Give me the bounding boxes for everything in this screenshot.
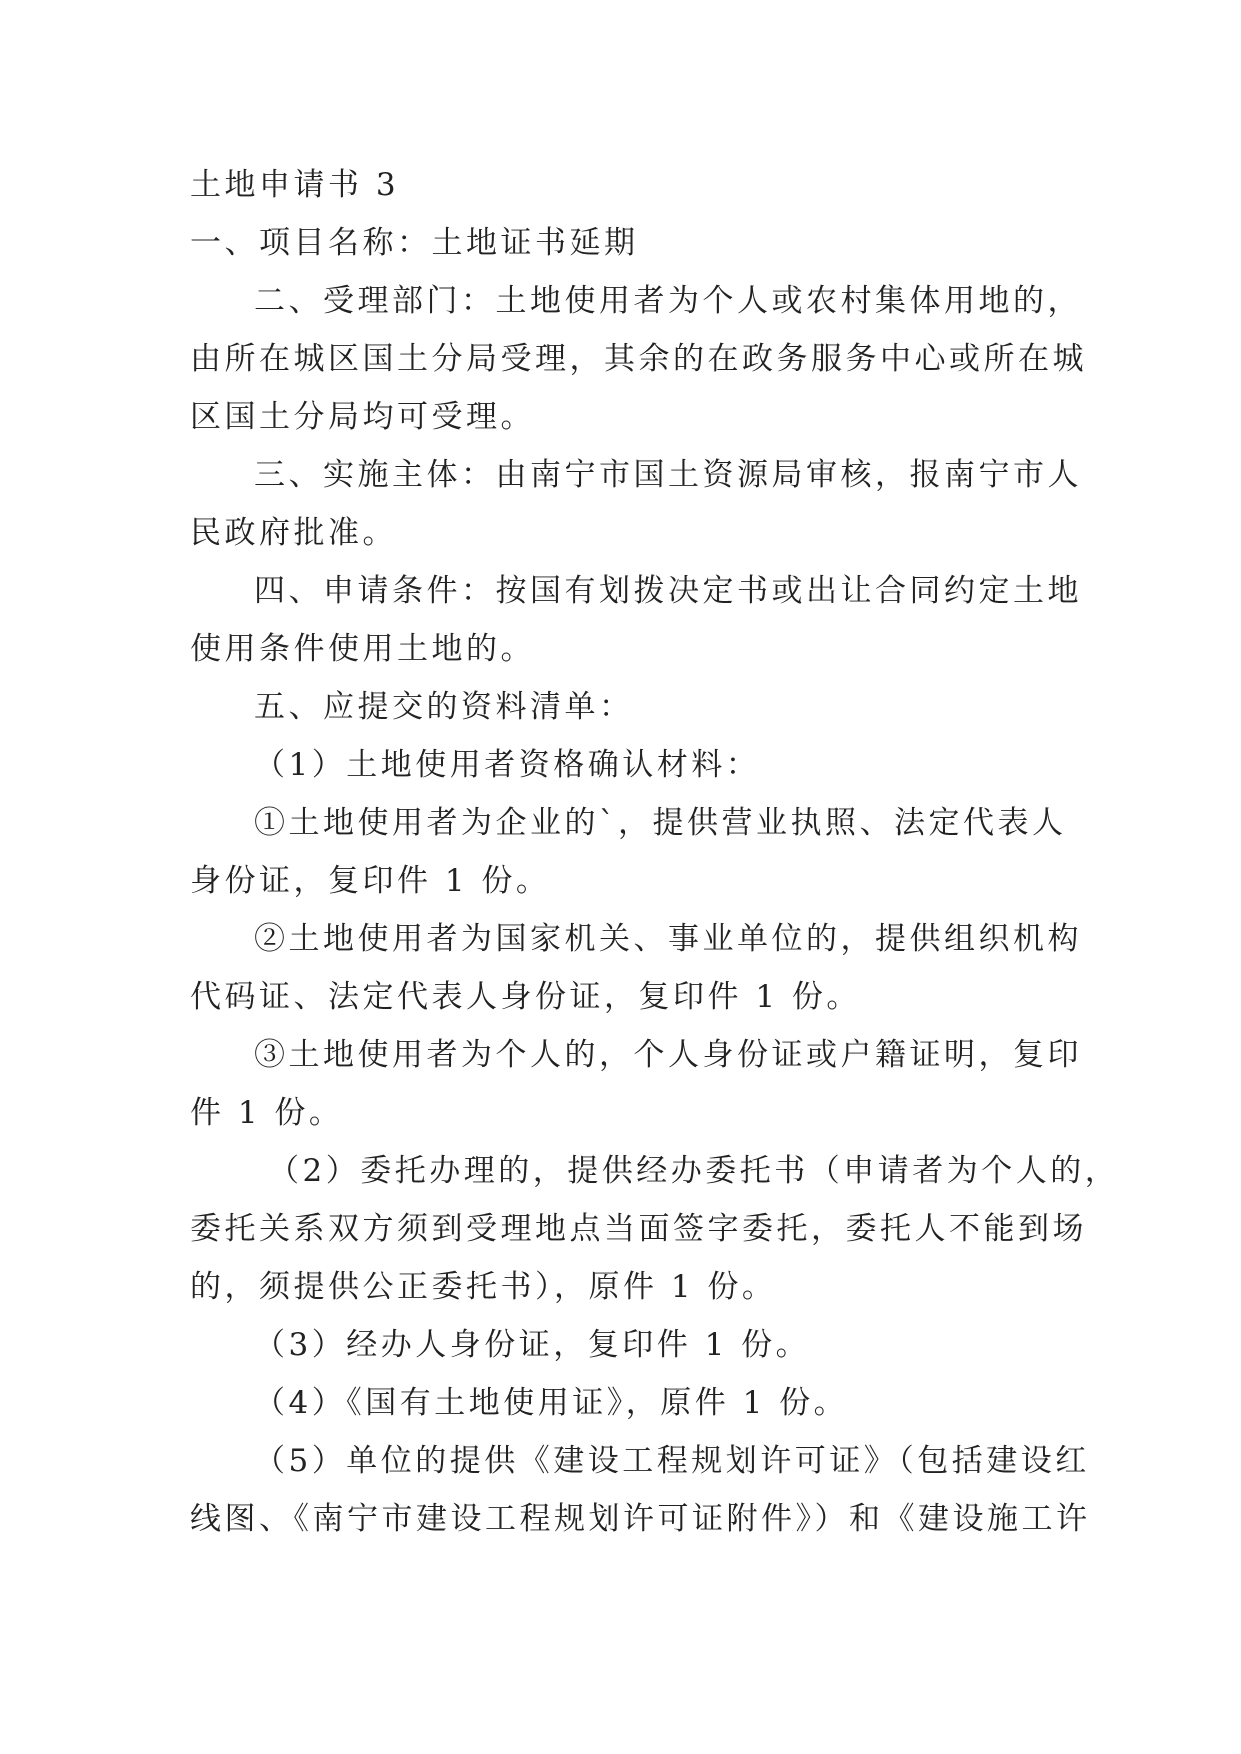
paragraph-line: 使用条件使用土地的。 bbox=[190, 631, 535, 667]
paragraph-line: 二、受理部门：土地使用者为个人或农村集体用地的， bbox=[254, 283, 1082, 319]
list-item: 委托关系双方须到受理地点当面签字委托，委托人不能到场 bbox=[190, 1211, 1087, 1247]
list-item: （1）土地使用者资格确认材料： bbox=[254, 747, 761, 783]
list-item: 的，须提供公正委托书），原件 1 份。 bbox=[190, 1269, 777, 1305]
paragraph-line: 区国土分局均可受理。 bbox=[190, 399, 535, 435]
paragraph-line: 四、申请条件：按国有划拨决定书或出让合同约定土地 bbox=[254, 573, 1082, 609]
list-item: 线图、《南宁市建设工程规划许可证附件》）和《建设施工许 bbox=[190, 1501, 1091, 1537]
paragraph-line: 由所在城区国土分局受理，其余的在政务服务中心或所在城 bbox=[190, 341, 1087, 377]
list-item: ③土地使用者为个人的，个人身份证或户籍证明，复印 bbox=[254, 1037, 1082, 1073]
list-item: 件 1 份。 bbox=[190, 1095, 344, 1131]
list-item: （5）单位的提供《建设工程规划许可证》（包括建设红 bbox=[254, 1443, 1090, 1479]
list-item: （3）经办人身份证，复印件 1 份。 bbox=[254, 1327, 811, 1363]
document-body bbox=[190, 156, 1120, 1548]
list-item: （2）委托办理的，提供经办委托书（申请者为个人的， bbox=[268, 1153, 1120, 1189]
list-item: 身份证，复印件 1 份。 bbox=[190, 863, 551, 899]
document-title: 土地申请书 3 bbox=[190, 167, 400, 203]
paragraph-line: 民政府批准。 bbox=[190, 515, 397, 551]
list-item: （4）《国有土地使用证》，原件 1 份。 bbox=[254, 1385, 849, 1421]
paragraph-line: 五、应提交的资料清单： bbox=[254, 689, 634, 725]
list-item: ②土地使用者为国家机关、事业单位的，提供组织机构 bbox=[254, 921, 1082, 957]
paragraph-line: 三、实施主体：由南宁市国土资源局审核，报南宁市人 bbox=[254, 457, 1082, 493]
list-item: ①土地使用者为企业的`，提供营业执照、法定代表人 bbox=[254, 805, 1067, 841]
list-item: 代码证、法定代表人身份证，复印件 1 份。 bbox=[190, 979, 861, 1015]
section-heading: 一、项目名称：土地证书延期 bbox=[190, 225, 639, 261]
